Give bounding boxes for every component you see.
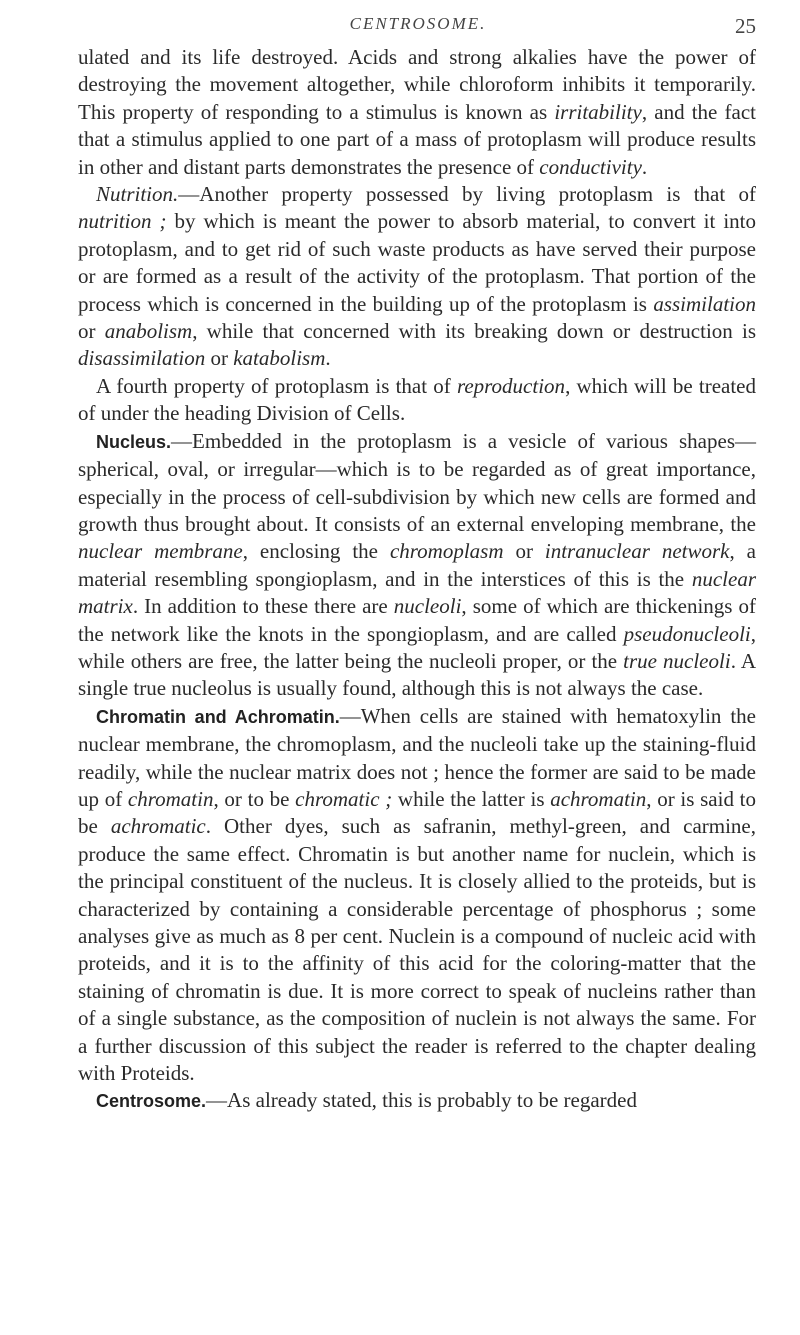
paragraph-nutrition: Nutrition.—Another property possessed by living protoplasm is that of nutrition ; by which is meant the power to absorb material, to convert it into protoplasm, and to get rid of such waste products as have served their purpose or are formed as a result of the activity of the protoplasm. That portion of the process which is concerned in the building up of the protoplasm is assimilation or anabolism, while that concerned with its breaking down or destruction is disassimilation or katabolism.: [78, 182, 756, 371]
section-heading-chromatin: Chromatin and Achromatin.: [96, 706, 340, 727]
term-chromoplasm: chromoplasm: [389, 539, 504, 564]
term-pseudonucleoli: pseudonucleoli: [623, 621, 751, 646]
term-nutrition: nutrition ;: [78, 209, 167, 234]
paragraph-reproduction: A fourth property of protoplasm is that of reproduction, which will be treated of under the heading Division of Cells.: [78, 373, 756, 426]
term-conductivity: conductivity: [539, 154, 642, 179]
term-achromatic: achromatic: [110, 814, 206, 839]
term-disassimilation: disassimilation: [78, 346, 206, 371]
term-anabolism: anabolism: [104, 319, 193, 344]
paragraph-nucleus: Nucleus.—Embedded in the protoplasm is a vesicle of various shapes—spherical, oval, or irregular—which is to be regarded as of great importance, especially in the process of cell-subdivision by which new cells are formed and growth thus brought about. It consists of an external enveloping membrane, the nuclear membrane, enclosing the chromoplasm or intranuclear network, a material resembling spongioplasm, and in the interstices of this is the nuclear matrix. In addition to these there are nucleoli, some of which are thickenings of the network like the knots in the spongioplasm, and are called pseudonucleoli, while others are free, the latter being the nucleoli proper, or the true nucleoli. A single true nucleolus is usually found, although this is not always the case.: [78, 428, 756, 701]
term-nucleoli: nucleoli: [393, 594, 462, 619]
body-text: [78, 44, 756, 1116]
running-title: CENTROSOME.: [349, 14, 487, 33]
paragraph-centrosome: Centrosome.—As already stated, this is probably to be regarded: [96, 1088, 637, 1113]
section-heading-nucleus: Nucleus.: [96, 431, 172, 452]
term-irritability: irritability: [554, 99, 642, 124]
term-reproduction: reproduction: [456, 373, 566, 398]
term-intranuclear-network: intranuclear network: [544, 539, 730, 564]
running-head: [78, 14, 756, 44]
section-heading-centrosome: Centrosome.: [96, 1091, 207, 1112]
term-nuclear-matrix: nuclear matrix: [78, 566, 756, 619]
paragraph-chromatin: Chromatin and Achromatin.—When cells are stained with hematoxylin the nuclear membrane, the chromoplasm, and the nucleoli take up the staining-fluid readily, while the nuclear matrix does not ; hence the former are said to be made up of chromatin, or to be chromatic ; while the latter is achromatin, or is said to be achromatic. Other dyes, such as safranin, methyl-green, and carmine, produce the same effect. Chromatin is but another name for nuclein, which is the principal constituent of the nucleus. It is closely allied to the proteids, but is characterized by containing a considerable percentage of phosphorus ; some analyses give as much as 8 per cent. Nuclein is a compound of nucleic acid with proteids, and it is to the affinity of this acid for the coloring-matter that the staining of chromatin is due. It is more correct to speak of nucleins rather than of a single substance, as the composition of nuclein is not always the same. For a further discussion of this subject the reader is referred to the chapter dealing with Proteids.: [78, 703, 757, 1086]
page-number: 25: [735, 14, 756, 38]
section-heading-nutrition: Nutrition.: [96, 182, 179, 207]
term-true-nucleoli: true nucleoli: [623, 648, 731, 673]
term-chromatic: chromatic ;: [295, 786, 393, 811]
term-katabolism: katabolism: [233, 346, 326, 371]
term-achromatin: achromatin: [550, 786, 647, 811]
paragraph-irritability: ulated and its life destroyed. Acids and strong alkalies have the power of destroying the movement altogether, while chloroform inhibits it temporarily. This property of responding to a stimulus is known as irritability, and the fact that a stimulus applied to one part of a mass of protoplasm will produce results in other and distant parts demonstrates the presence of conductivity.: [78, 45, 756, 179]
term-assimilation: assimilation: [653, 291, 756, 316]
term-nuclear-membrane: nuclear membrane: [78, 539, 243, 564]
term-chromatin: chromatin: [127, 786, 214, 811]
book-page: [78, 14, 756, 1116]
